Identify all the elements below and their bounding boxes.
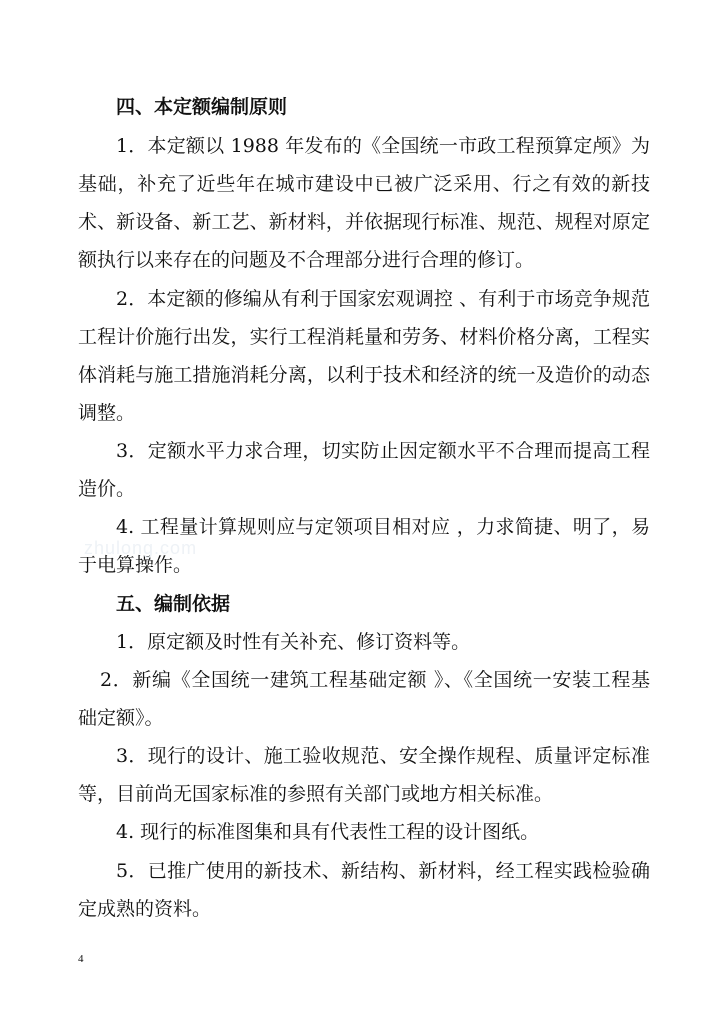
principle-paragraph-4: 4. 工程量计算规则应与定领项目相对应 ，力求简捷、明了，易于电算操作。 <box>78 516 650 576</box>
principle-paragraph-2: 2．本定额的修编从有利于国家宏观调控 、有利于市场竞争规范工程计价施行出发，实行工程消耗量和劳务、材料价格分离，工程实体消耗与施工措施消耗分离，以利于技术和经济的统一及造价的动态调整。 <box>78 288 650 424</box>
basis-paragraph-3: 3．现行的设计、施工验收规范、安全操作规程、质量评定标准等，目前尚无国家标准的参照有关部门或地方相关标准。 <box>78 745 650 805</box>
principle-paragraph-3: 3．定额水平力求合理，切实防止因定额水平不合理而提高工程造价。 <box>78 440 650 500</box>
watermark-text: zhulong.com <box>84 538 198 558</box>
principle-paragraph-1: 1．本定额以 1988 年发布的《全国统一市政工程预算定颅》为基础，补充了近些年在城市建设中已被广泛采用、行之有效的新技术、新设备、新工艺、新材料，并依据现行标准、规范、规程对原定额执行以来存在的问题及不合理部分进行合理的修订。 <box>78 135 650 271</box>
page-number: 4 <box>78 953 84 965</box>
basis-paragraph-4: 4. 现行的标准图集和具有代表性工程的设计图纸。 <box>116 821 540 843</box>
basis-paragraph-2: 2．新编《全国统一建筑工程基础定额 》、《全国统一安装工程基础定额》。 <box>78 669 650 729</box>
basis-paragraph-1: 1．原定额及时性有关补充、修订资料等。 <box>116 631 471 653</box>
section-heading-principles: 四、本定额编制原则 <box>116 96 288 118</box>
basis-paragraph-5: 5．已推广使用的新技术、新结构、新材料，经工程实践检验确定成熟的资料。 <box>78 860 650 920</box>
section-heading-basis: 五、编制依据 <box>116 593 231 615</box>
